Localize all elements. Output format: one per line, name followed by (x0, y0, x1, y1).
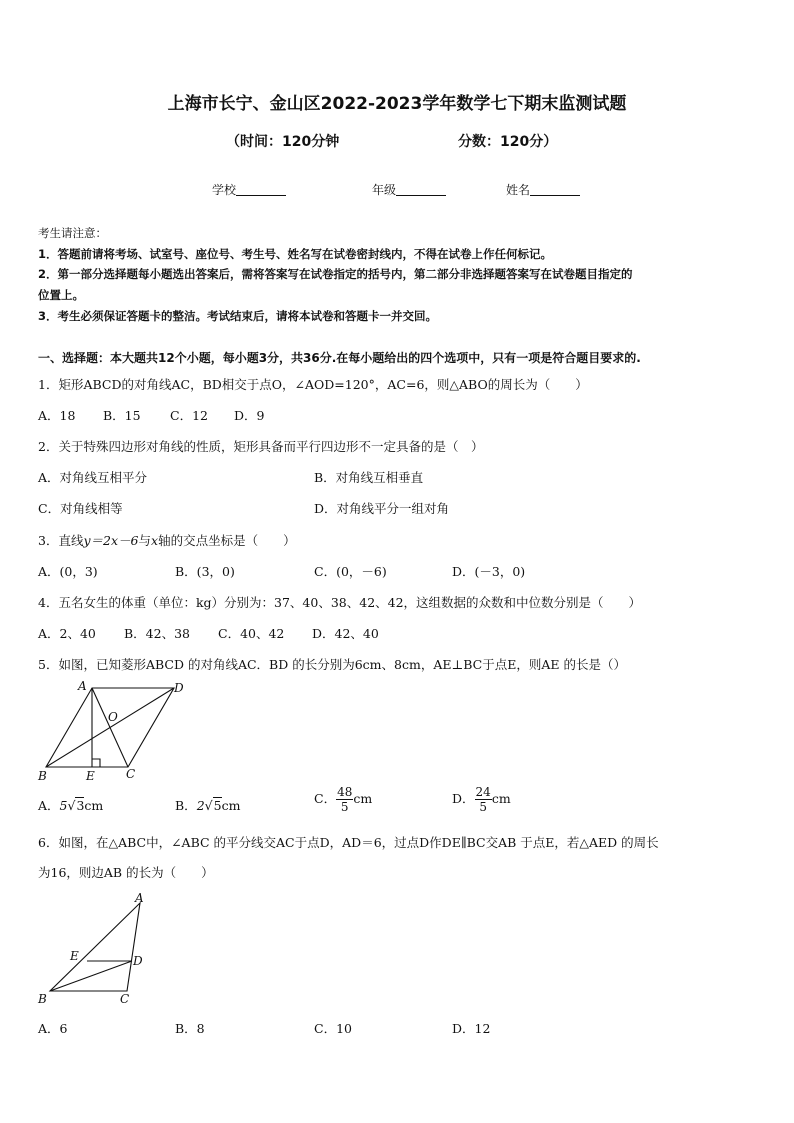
label-d: D (133, 954, 143, 968)
q5-option-c-denominator: 5 (340, 800, 349, 814)
label-d: D (174, 681, 184, 695)
notice-item-2: 2．第一部分选择题每小题选出答案后，需将答案写在试卷指定的括号内，第二部分非选择题答案写在试卷题目指定的 (38, 267, 633, 281)
notice-item-1: 1．答题前请将考场、试室号、座位号、考生号、姓名写在试卷密封线内，不得在试卷上作任何标记。 (38, 247, 552, 261)
q5-option-b (175, 796, 240, 814)
q5-option-d (452, 785, 511, 814)
q1-option-d: D．9 (234, 408, 265, 423)
name-blank (530, 183, 580, 196)
q6-option-c: C．10 (314, 1021, 352, 1036)
q5-option-c (314, 785, 372, 814)
q6-option-b: B．8 (175, 1021, 205, 1036)
label-o: O (108, 710, 118, 724)
sqrt-symbol: √ (204, 798, 213, 813)
q1-stem: 1．矩形ABCD的对角线AC，BD相交于点O，∠AOD=120°，AC=6，则△ABO的周长为（ ） (38, 377, 588, 392)
q5-stem: 5．如图，已知菱形ABCD 的对角线AC．BD 的长分别为6cm、8cm，AE⊥BC于点E，则AE 的长是（） (38, 657, 626, 672)
notice-item-2-cont: 位置上。 (38, 288, 84, 302)
right-angle-mark (92, 759, 100, 767)
q3-x: x (151, 533, 159, 548)
label-b: B (38, 992, 47, 1006)
section-heading: 一、选择题：本大题共12个小题，每小题3分，共36分.在每小题给出的四个选项中，只有一项是符合题目要求的. (38, 351, 641, 365)
notice-heading: 考生请注意： (38, 226, 107, 240)
label-c: C (120, 992, 130, 1006)
q5-option-b-unit: cm (221, 798, 241, 813)
school-label: 学校 (212, 183, 237, 197)
q4-option-b: B．42、38 (124, 626, 190, 641)
q5-option-b-label: B． (175, 798, 197, 813)
sqrt-symbol: √ (67, 798, 76, 813)
q5-option-c-fraction (336, 785, 353, 814)
diagonal-bd (46, 688, 174, 767)
bisector-bd (50, 961, 132, 991)
name-field (506, 181, 580, 198)
q3-option-c: C．(0，－6) (314, 564, 387, 579)
q3-stem (38, 531, 296, 549)
grade-label: 年级 (372, 183, 397, 197)
q5-option-d-numerator: 24 (475, 785, 491, 799)
q2-option-c: C．对角线相等 (38, 501, 123, 516)
q3-option-d: D．(－3，0) (452, 564, 526, 579)
q5-rhombus-figure (34, 676, 194, 786)
label-c: C (126, 767, 136, 781)
q6-option-a: A．6 (38, 1021, 68, 1036)
triangle-abc (50, 903, 140, 991)
q5-option-c-unit: cm (353, 791, 373, 806)
grade-field (372, 181, 446, 198)
q5-option-d-denominator: 5 (479, 800, 487, 814)
q1-option-b: B．15 (103, 408, 141, 423)
q6-triangle-figure (34, 888, 164, 1008)
q6-option-d: D．12 (452, 1021, 491, 1036)
label-b: B (38, 769, 47, 783)
q5-option-d-unit: cm (491, 791, 511, 806)
q2-option-d: D．对角线平分一组对角 (314, 501, 450, 516)
school-field (212, 181, 286, 198)
q3-equation: y＝2x－6 (83, 533, 139, 548)
q2-option-a: A．对角线互相平分 (38, 470, 148, 485)
q3-stem-post: 轴的交点坐标是（ ） (158, 533, 296, 548)
q6-stem-line1: 6．如图，在△ABC中，∠ABC 的平分线交AC于点D，AD＝6，过点D作DE∥BC交AB 于点E，若△AED 的周长 (38, 835, 659, 850)
q1-option-a: A．18 (38, 408, 76, 423)
name-label: 姓名 (506, 183, 531, 197)
exam-time: （时间：120分钟 (226, 134, 340, 150)
q5-option-a-unit: cm (84, 798, 104, 813)
label-a: A (135, 891, 144, 905)
exam-title: 上海市长宁、金山区2022-2023学年数学七下期末监测试题 (167, 94, 627, 114)
q5-option-d-fraction (475, 785, 492, 814)
label-e: E (86, 769, 95, 783)
q5-option-a-coef: 5 (59, 798, 68, 813)
q2-stem: 2．关于特殊四边形对角线的性质，矩形具备而平行四边形不一定具备的是（ ） (38, 439, 484, 454)
q5-option-a (38, 796, 103, 814)
label-e: E (70, 949, 79, 963)
q5-option-a-label: A． (38, 798, 60, 813)
q3-stem-mid: 与 (138, 533, 151, 548)
q5-option-b-radicand: 5 (213, 798, 222, 813)
q5-option-a-radicand: 3 (76, 798, 85, 813)
exam-score: 分数：120分） (458, 134, 558, 150)
q2-option-b: B．对角线互相垂直 (314, 470, 424, 485)
q4-stem: 4．五名女生的体重（单位：kg）分别为：37、40、38、42、42，这组数据的众数和中位数分别是（ ） (38, 595, 642, 610)
q3-stem-pre: 3．直线 (38, 533, 84, 548)
q3-option-b: B．(3，0) (175, 564, 235, 579)
q5-option-d-label: D． (452, 791, 475, 806)
q5-option-b-coef: 2 (196, 798, 205, 813)
q5-option-c-label: C． (314, 791, 337, 806)
label-a: A (78, 679, 87, 693)
q4-option-d: D．42、40 (312, 626, 379, 641)
grade-blank (396, 183, 446, 196)
q4-option-c: C．40、42 (218, 626, 285, 641)
q6-stem-line2: 为16，则边AB 的长为（ ） (38, 865, 214, 880)
q1-option-c: C．12 (170, 408, 208, 423)
q5-option-c-numerator: 48 (337, 785, 353, 799)
q4-option-a: A．2、40 (38, 626, 96, 641)
school-blank (236, 183, 286, 196)
notice-item-3: 3．考生必须保证答题卡的整洁。考试结束后，请将本试卷和答题卡一并交回。 (38, 309, 437, 323)
q3-option-a: A．(0，3) (38, 564, 98, 579)
